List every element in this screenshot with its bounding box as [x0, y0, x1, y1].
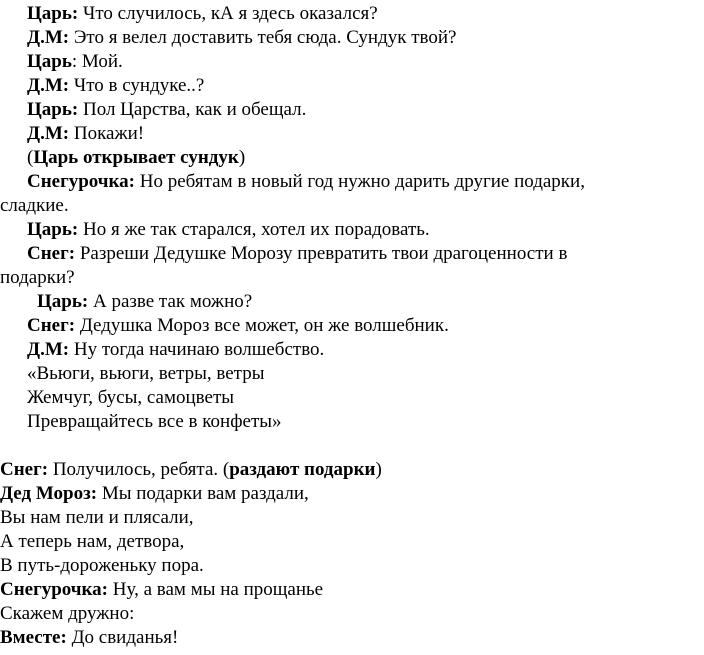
- line-text: : Мой.: [71, 51, 123, 72]
- line-text: Пол Царства, как и обещал.: [78, 99, 307, 120]
- dialogue-line: [0, 578, 323, 601]
- verse-line: [27, 386, 234, 409]
- speaker-name: Царь:: [37, 291, 89, 312]
- line-text: Но ребятам в новый год нужно дарить другие подарки,: [135, 171, 585, 192]
- line-text: Вы нам пели и плясали,: [0, 507, 194, 528]
- dialogue-line: [27, 122, 144, 145]
- speaker-name: Д.М:: [27, 123, 70, 144]
- dialogue-line: [27, 74, 204, 97]
- dialogue-line: [37, 290, 252, 313]
- speaker-name: Снегурочка:: [0, 579, 109, 600]
- speaker-name: Д.М:: [27, 75, 70, 96]
- line-text: Разреши Дедушке Морозу превратить твои драгоценности в: [75, 243, 568, 264]
- dialogue-line: [0, 458, 382, 481]
- dialogue-line: [27, 26, 456, 49]
- dialogue-line: [0, 626, 178, 649]
- line-text: В путь-дороженьку пора.: [0, 555, 204, 576]
- verse-line: [0, 554, 204, 577]
- speaker-name: Царь: [27, 51, 72, 72]
- dialogue-line: [27, 50, 123, 73]
- speaker-name: Д.М:: [27, 27, 70, 48]
- line-text: Получилось, ребята. (: [48, 459, 230, 480]
- line-text: Ну, а вам мы на прощанье: [108, 579, 324, 600]
- verse-line: [0, 530, 184, 553]
- continuation-line: [0, 194, 69, 217]
- verse-line: [0, 602, 134, 625]
- verse-line: [27, 410, 282, 433]
- line-text: Скажем дружно:: [0, 603, 135, 624]
- speaker-name: Снегурочка:: [27, 171, 136, 192]
- stage-direction: [27, 146, 245, 169]
- verse-line: [27, 362, 264, 385]
- line-text: «Вьюги, вьюги, ветры, ветры: [27, 363, 265, 384]
- dialogue-line: [0, 482, 309, 505]
- dialogue-line: [27, 170, 585, 193]
- paren-close: ): [375, 459, 382, 480]
- speaker-name: Царь:: [27, 3, 79, 24]
- line-text: Что случилось, кА я здесь оказался?: [78, 3, 378, 24]
- dialogue-line: [27, 98, 306, 121]
- speaker-name: Дед Мороз:: [0, 483, 98, 504]
- verse-line: [0, 506, 194, 529]
- direction-text: раздают подарки: [229, 459, 376, 480]
- line-text: Ну тогда начинаю волшебство.: [69, 339, 325, 360]
- line-text: Но я же так старался, хотел их порадовать.: [78, 219, 430, 240]
- line-text: сладкие.: [0, 195, 69, 216]
- direction-text: Царь открывает сундук: [33, 147, 239, 168]
- line-text: До свиданья!: [66, 627, 179, 648]
- line-text: Жемчуг, бусы, самоцветы: [27, 387, 235, 408]
- dialogue-line: [27, 338, 324, 361]
- line-text: Превращайтесь все в конфеты»: [27, 411, 282, 432]
- line-text: Мы подарки вам раздали,: [97, 483, 309, 504]
- line-text: А теперь нам, детвора,: [0, 531, 185, 552]
- speaker-name: Царь:: [27, 99, 79, 120]
- line-text: подарки?: [0, 267, 75, 288]
- line-text: Что в сундуке..?: [69, 75, 205, 96]
- line-text: А разве так можно?: [88, 291, 253, 312]
- speaker-name: Царь:: [27, 219, 79, 240]
- dialogue-line: [27, 242, 567, 265]
- dialogue-line: [27, 2, 378, 25]
- speaker-name: Вместе:: [0, 627, 67, 648]
- dialogue-line: [27, 314, 449, 337]
- line-text: Покажи!: [69, 123, 145, 144]
- speaker-name: Снег:: [0, 459, 49, 480]
- speaker-name: Снег:: [27, 315, 76, 336]
- speaker-name: Снег:: [27, 243, 76, 264]
- paren-open: (: [27, 147, 34, 168]
- speaker-name: Д.М:: [27, 339, 70, 360]
- paren-close: ): [238, 147, 246, 168]
- line-text: Дедушка Мороз все может, он же волшебник.: [75, 315, 449, 336]
- line-text: Это я велел доставить тебя сюда. Сундук твой?: [69, 27, 457, 48]
- continuation-line: [0, 266, 75, 289]
- dialogue-line: [27, 218, 430, 241]
